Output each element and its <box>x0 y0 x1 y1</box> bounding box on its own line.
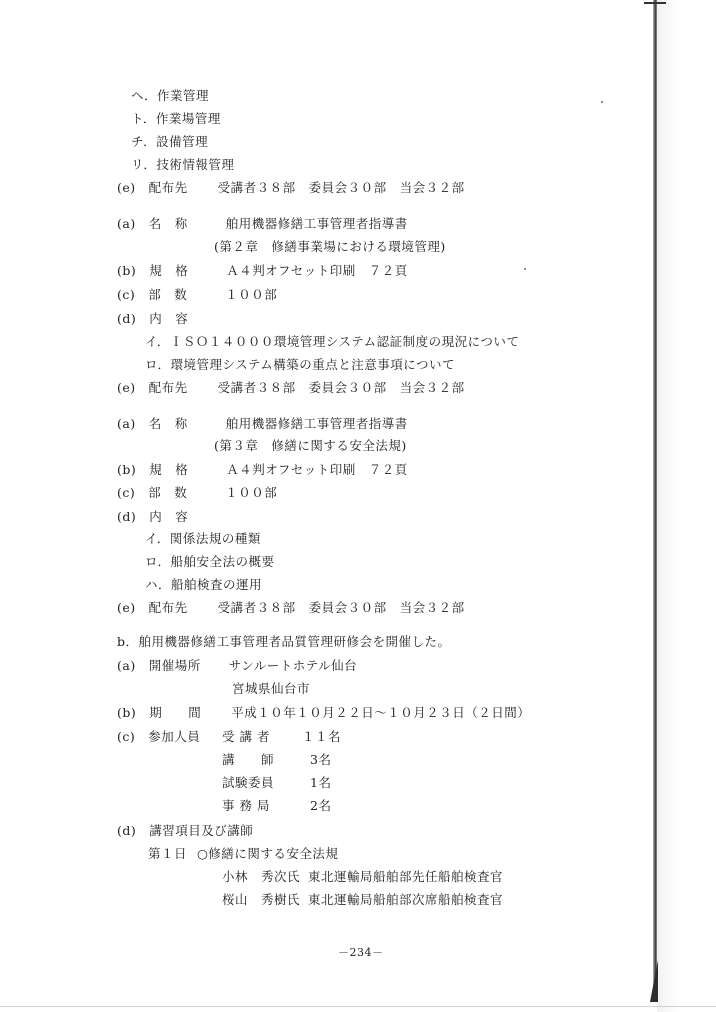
name-value: 舶用機器修繕工事管理者指導書 <box>225 416 408 431</box>
spec-value: Ａ４判オフセット印刷 ７２頁 <box>226 263 408 278</box>
count-label: (c) 部 数 <box>117 485 188 500</box>
venue-row <box>117 658 357 674</box>
count-row <box>117 287 277 303</box>
spec-row <box>117 263 408 279</box>
name-label: (a) 名 称 <box>117 216 188 231</box>
spec-row <box>117 462 408 478</box>
count-value: １００部 <box>225 287 278 302</box>
section-heading: b．舶用機器修繕工事管理者品質管理研修会を開催した。 <box>117 634 451 649</box>
distribution-row <box>117 380 465 396</box>
scan-edge-line <box>653 0 657 1000</box>
lecturer-row <box>222 892 503 908</box>
content-item: イ．ＩＳＯ１４０００環境管理システム認証制度の現況について <box>145 334 520 349</box>
count-row <box>117 485 277 501</box>
name-row <box>117 216 408 232</box>
content-item: イ．関係法規の種類 <box>145 531 261 546</box>
participant-count: １１名 <box>302 729 342 744</box>
scan-shadow <box>657 0 716 1012</box>
page-number: －234－ <box>338 946 384 959</box>
content-label: (d) 内 容 <box>117 311 189 326</box>
participants-label: (c) 参加人員 <box>117 729 201 744</box>
venue-label: (a) 開催場所 <box>117 658 201 673</box>
lecturer-name: 桜山 秀樹氏 <box>222 892 301 907</box>
name-label: (a) 名 称 <box>117 416 188 431</box>
lecturer-name: 小林 秀次氏 <box>222 869 301 884</box>
lecturer-row <box>222 869 503 885</box>
spec-value: Ａ４判オフセット印刷 ７２頁 <box>226 462 408 477</box>
venue-subtitle: 宮城県仙台市 <box>232 681 311 696</box>
spec-label: (b) 規 格 <box>117 462 189 477</box>
list-item: チ．設備管理 <box>131 134 209 149</box>
name-subtitle: (第３章 修繕に関する安全法規) <box>214 438 407 453</box>
spec-label: (b) 規 格 <box>117 263 189 278</box>
day-row <box>148 846 338 862</box>
scan-speck <box>524 268 526 270</box>
scan-bottom-edge <box>0 1006 716 1007</box>
participant-role: 講 師 <box>222 752 275 767</box>
scan-edge-tick <box>644 2 666 4</box>
period-label: (b) 期 間 <box>117 705 202 720</box>
count-label: (c) 部 数 <box>117 287 188 302</box>
distribution-row <box>117 180 465 196</box>
participant-role: 試験委員 <box>222 775 275 790</box>
name-row <box>117 416 408 432</box>
participant-count: 3名 <box>310 752 332 767</box>
content-item: ロ．環境管理システム構築の重点と注意事項について <box>145 357 456 372</box>
content-label: (d) 内 容 <box>117 509 189 524</box>
lecturer-title: 東北運輸局船舶部先任船舶検査官 <box>308 869 504 884</box>
distribution-value: 受講者３８部 委員会３０部 当会３２部 <box>217 180 465 195</box>
distribution-value: 受講者３８部 委員会３０部 当会３２部 <box>217 600 465 615</box>
content-item: ロ．船舶安全法の概要 <box>145 554 275 569</box>
distribution-value: 受講者３８部 委員会３０部 当会３２部 <box>217 380 465 395</box>
period-value: 平成１０年１０月２２日～１０月２３日（２日間） <box>231 705 531 720</box>
participant-count: 1名 <box>310 775 332 790</box>
distribution-label: (e) 配布先 <box>117 600 188 615</box>
distribution-label: (e) 配布先 <box>117 180 188 195</box>
list-item: ヘ．作業管理 <box>131 88 210 103</box>
participant-count: 2名 <box>310 798 332 813</box>
name-subtitle: (第２章 修繕事業場における環境管理) <box>214 239 446 254</box>
period-row <box>117 705 530 721</box>
count-value: １００部 <box>225 485 278 500</box>
day-label: 第１日 <box>148 846 188 861</box>
distribution-row <box>117 600 465 616</box>
scan-speck <box>601 101 603 103</box>
lecturer-title: 東北運輸局船舶部次席船舶検査官 <box>308 892 504 907</box>
list-item: ト．作業場管理 <box>131 111 221 126</box>
participant-role: 受 講 者 <box>222 729 270 744</box>
lectures-label: (d) 講習項目及び講師 <box>117 823 254 838</box>
list-item: リ．技術情報管理 <box>131 157 235 172</box>
name-value: 舶用機器修繕工事管理者指導書 <box>225 216 408 231</box>
participant-role: 事 務 局 <box>222 798 270 813</box>
content-item: ハ．船舶検査の運用 <box>145 577 263 592</box>
day-topic: ○修繕に関する安全法規 <box>197 846 339 861</box>
scan-corner-shadow <box>650 960 658 1002</box>
venue-value: サンルートホテル仙台 <box>228 658 358 673</box>
distribution-label: (e) 配布先 <box>117 380 188 395</box>
